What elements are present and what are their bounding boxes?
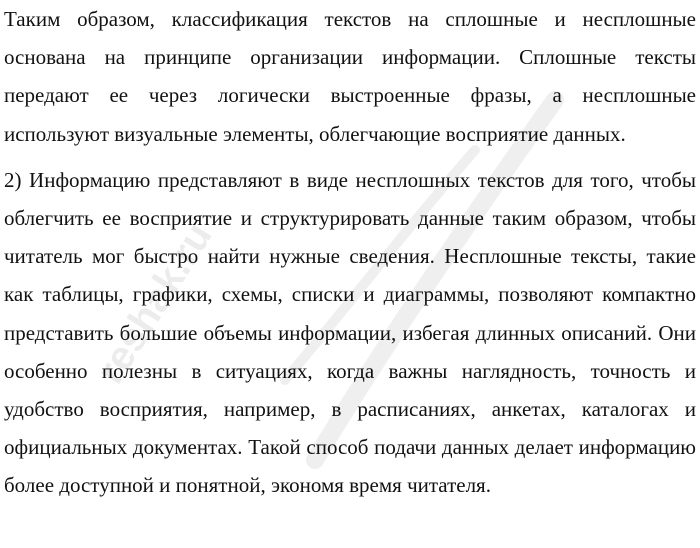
paragraph-summary: Таким образом, классификация текстов на сплошные и несплошные основана на принципе организации информации. Сплошные тексты передают ее через логически выстроенные фразы, а несплошные используют визуальные элементы, облегчающие восприятие данных. xyxy=(4,7,696,146)
watermark-text: reshak.ru xyxy=(88,215,221,392)
paragraph-answer-2: 2) Информацию представляют в виде несплошных текстов для того, чтобы облегчить ее восприятие и структурировать данные таким образом, чтобы читатель мог быстро найти нужные сведения. Несплошные тексты, такие как таблицы, графики, схемы, списки и диаграммы, позволяют компактно представить большие объемы информации, избегая длинных описаний. Они особенно полезны в ситуациях, когда важны наглядность, точность и удобство восприятия, например, в расписаниях, анкетах, каталогах и официальных документах. Такой способ подачи данных делает информацию более доступной и понятной, экономя время читателя. xyxy=(4,167,696,498)
